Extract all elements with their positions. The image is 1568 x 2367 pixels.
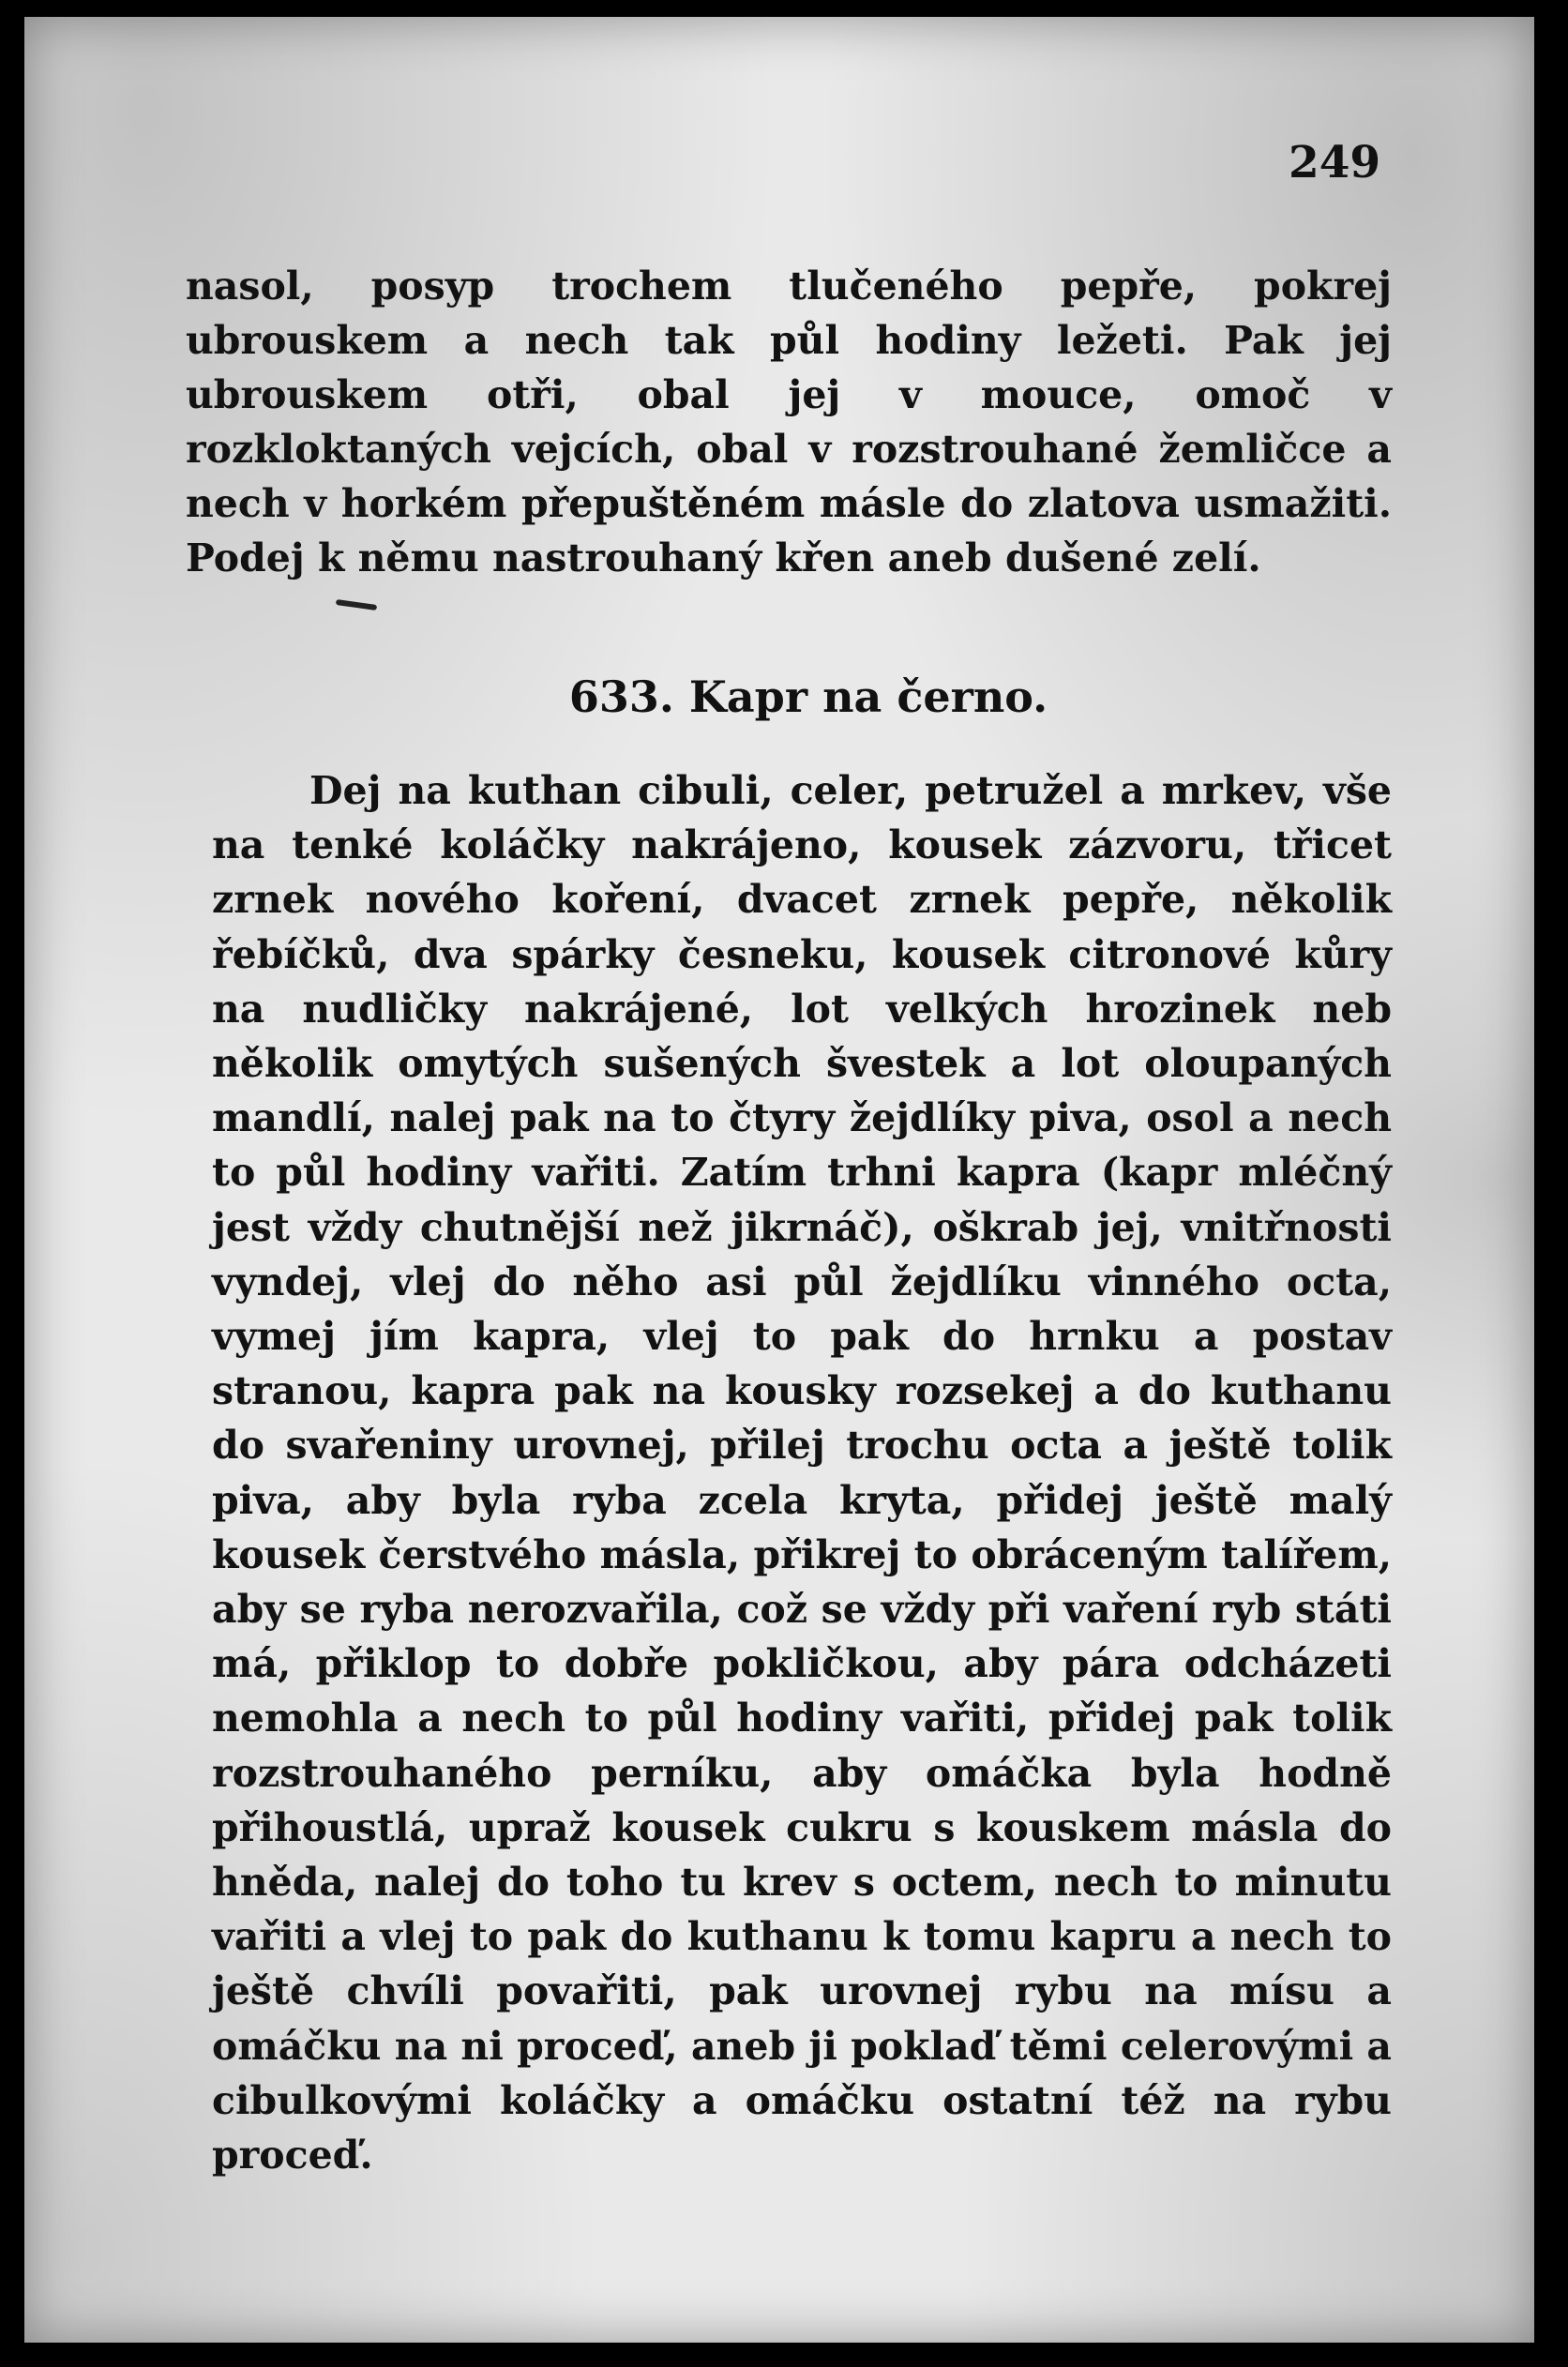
page-number: 249 (1289, 137, 1381, 188)
recipe-text: Dej na kuthan cibuli, celer, petružel a mrkev, vše na tenké koláčky nakrájeno, kousek zázvoru, třicet zrnek nového koření, dvacet zrnek pepře, několik řebíčků, dva spárky česneku, kousek citronové kůry na nudličky nakrájené, lot velkých hrozinek neb několik omytých sušených švestek a lot oloupaných mandlí, nalej pak na to čtyry žejdlíky piva, osol a nech to půl hodiny vařiti. Zatím trhni kapra (kapr mléčný jest vždy chutnější než jikrnáč), oškrab jej, vnitřnosti vyndej, vlej do něho asi půl žejdlíku vinného octa, vymej jím kapra, vlej to pak do hrnku a postav stranou, kapra pak na kousky rozsekej a do kuthanu do svařeniny urovnej, přilej trochu octa a ještě tolik piva, aby byla ryba zcela kryta, přidej ještě malý kousek čerstvého másla, přikrej to obráceným talířem, aby se ryba nerozvařila, což se vždy při vaření ryb státi má, přiklop to dobře pokličkou, aby pára odcházeti nemohla a nech to půl hodiny vařiti, přidej pak tolik rozstrouhaného perníku, aby omáčka byla hodně přihoustlá, upraž kousek cukru s kouskem másla do hněda, nalej do toho tu krev s octem, nech to minutu vařiti a vlej to pak do kuthanu k tomu kapru a nech to ještě chvíli povařiti, pak urovnej rybu na mísu a omáčku na ni proceď, aneb ji poklaď těmi celerovými a cibulkovými koláčky a omáčku ostatní též na rybu proceď. (212, 768, 1392, 2179)
recipe-heading: 633. Kapr na černo. (568, 671, 1048, 722)
decorative-dash (336, 599, 377, 611)
continued-paragraph: nasol, posyp trochem tlučeného pepře, pokrej ubrouskem a nech tak půl hodiny ležeti. Pak jej ubrouskem otři, obal jej v mouce, omoč v rozkloktaných vejcích, obal v rozstrouhané žemličce a nech v horkém přepuštěném másle do zlatova usmažiti. Podej k němu nastrouhaný křen aneb dušené zelí. (186, 264, 1392, 580)
book-page (24, 17, 1534, 2343)
